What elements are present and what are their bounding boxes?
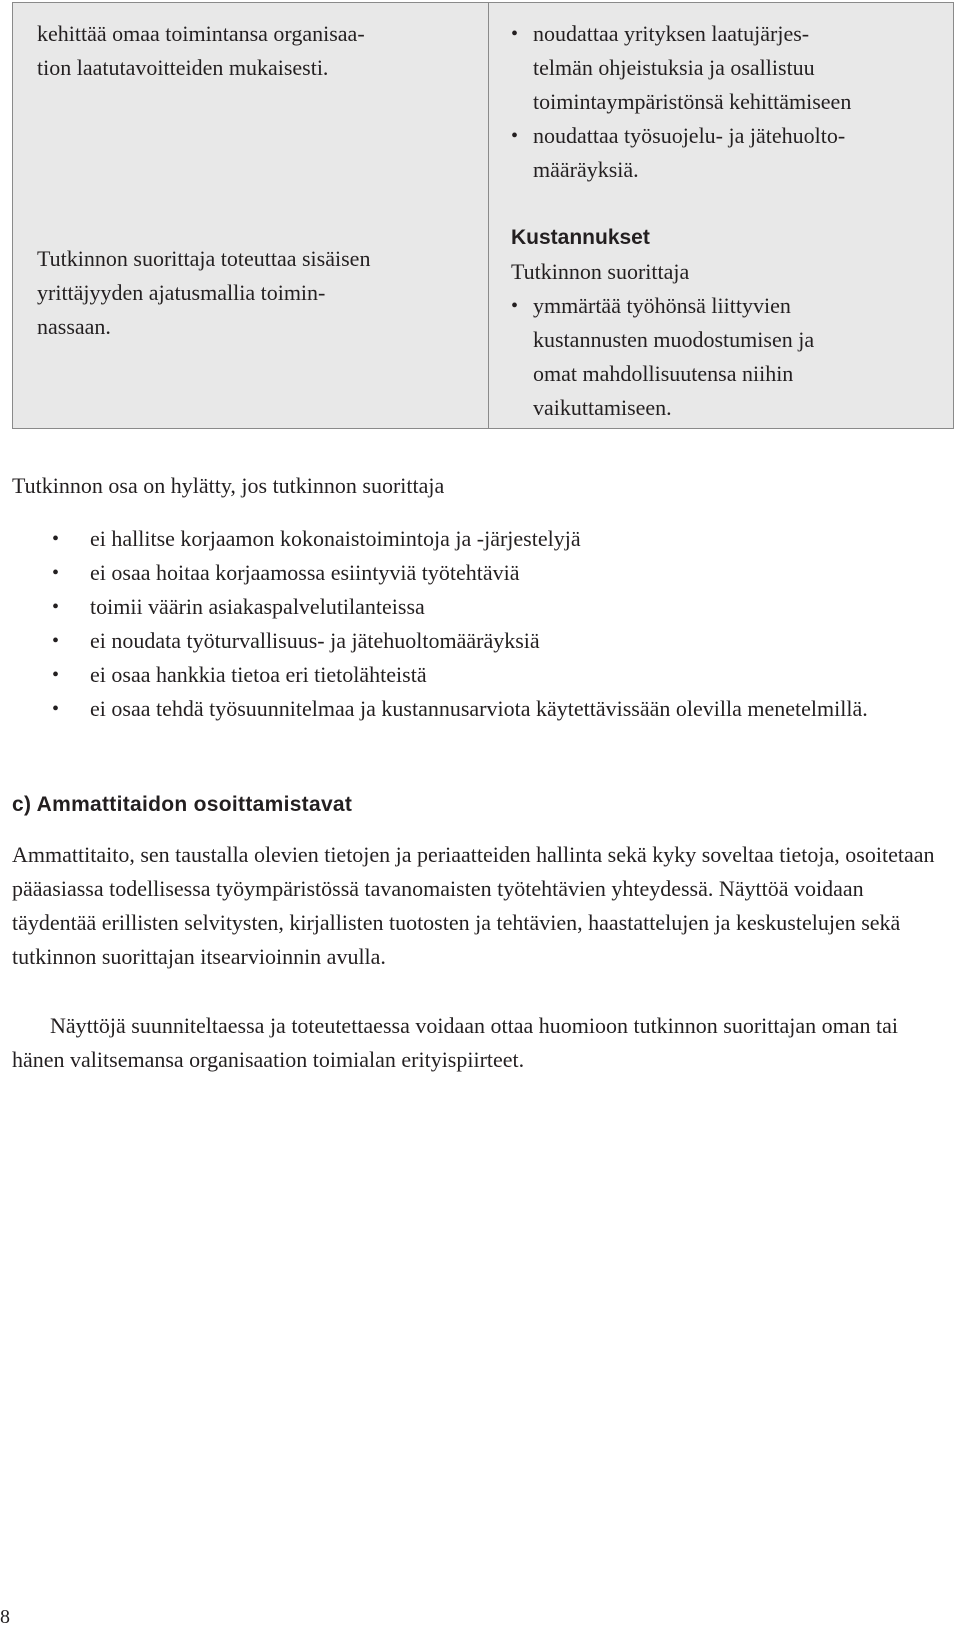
costs-intro: Tutkinnon suorittaja — [511, 259, 690, 284]
paragraph: Näyttöjä suunniteltaessa ja toteutettaessa voidaan ottaa huomioon tutkinnon suorittajan oman tai hänen valitsemansa organisaation toimialan erityispiirteet. — [12, 1013, 899, 1072]
list-item-line: määräyksiä. — [533, 157, 639, 182]
right-top-bullets — [511, 17, 943, 187]
bullet-icon: • — [52, 596, 60, 618]
list-item — [12, 556, 942, 590]
page-number: 8 — [0, 1606, 10, 1628]
bullet-icon: • — [52, 698, 60, 720]
left-bottom-text — [37, 242, 478, 344]
list-item — [12, 658, 942, 692]
bullet-icon: • — [511, 125, 519, 147]
rejection-intro: Tutkinnon osa on hylätty, jos tutkinnon suorittaja — [12, 473, 445, 498]
bullet-icon: • — [52, 562, 60, 584]
bullet-icon: • — [52, 630, 60, 652]
list-item — [511, 289, 943, 425]
bullet-icon: • — [511, 23, 519, 45]
costs-heading: Kustannukset — [511, 226, 650, 249]
left-top-line: tion laatutavoitteiden mukaisesti. — [37, 55, 329, 80]
costs-bullets — [511, 289, 943, 425]
rejection-list — [12, 522, 942, 726]
left-bottom-line: nassaan. — [37, 314, 111, 339]
table-left-column — [13, 3, 489, 428]
list-item — [12, 624, 942, 658]
list-item — [511, 17, 943, 119]
list-item-line: vaikuttamiseen. — [533, 395, 672, 420]
list-item-line: kustannusten muodostumisen ja — [533, 327, 815, 352]
list-item — [511, 119, 943, 187]
list-item-line: toimintaympäristönsä kehittämiseen — [533, 89, 852, 114]
list-item-text: ei osaa hoitaa korjaamossa esiintyviä työtehtäviä — [90, 560, 520, 585]
list-item-text: ei osaa hankkia tietoa eri tietolähteistä — [90, 662, 427, 687]
criteria-table — [12, 2, 954, 429]
list-item-text: toimii väärin asiakaspalvelutilanteissa — [90, 594, 425, 619]
section-heading: c) Ammattitaidon osoittamistavat — [12, 793, 353, 816]
list-item-line: omat mahdollisuutensa niihin — [533, 361, 794, 386]
left-top-line: kehittää omaa toimintansa organisaa- — [37, 21, 365, 46]
list-item-text: ei noudata työturvallisuus- ja jätehuoltomääräyksiä — [90, 628, 540, 653]
list-item-line: telmän ohjeistuksia ja osallistuu — [533, 55, 815, 80]
list-item — [12, 692, 942, 726]
table-right-column — [489, 3, 953, 428]
list-item-line: noudattaa yrityksen laatujärjes- — [533, 21, 810, 46]
list-item-line: ymmärtää työhönsä liittyvien — [533, 293, 791, 318]
list-item-text: ei hallitse korjaamon kokonaistoimintoja ja -järjestelyjä — [90, 526, 581, 551]
bullet-icon: • — [52, 664, 60, 686]
left-bottom-line: Tutkinnon suorittaja toteuttaa sisäisen — [37, 246, 371, 271]
list-item — [12, 522, 942, 556]
paragraph: Ammattitaito, sen taustalla olevien tietojen ja periaatteiden hallinta sekä kyky soveltaa tietoja, osoitetaan pääasiassa todellisessa työympäristössä tavanomaisten työtehtävien yhteydessä. Näyttöä voidaan täydentää erillisten selvitysten, kirjallisten tuotosten ja tehtävien, haastattelujen ja keskustelujen sekä tutkinnon suorittajan itsearvioinnin avulla. — [12, 842, 935, 969]
bullet-icon: • — [52, 528, 60, 550]
list-item-text: ei osaa tehdä työsuunnitelmaa ja kustannusarviota käytettävissään olevilla menetelmillä. — [90, 696, 868, 721]
bullet-icon: • — [511, 295, 519, 317]
left-bottom-line: yrittäjyyden ajatusmallia toimin- — [37, 280, 326, 305]
list-item-line: noudattaa työsuojelu- ja jätehuolto- — [533, 123, 846, 148]
left-top-text — [37, 17, 478, 85]
list-item — [12, 590, 942, 624]
